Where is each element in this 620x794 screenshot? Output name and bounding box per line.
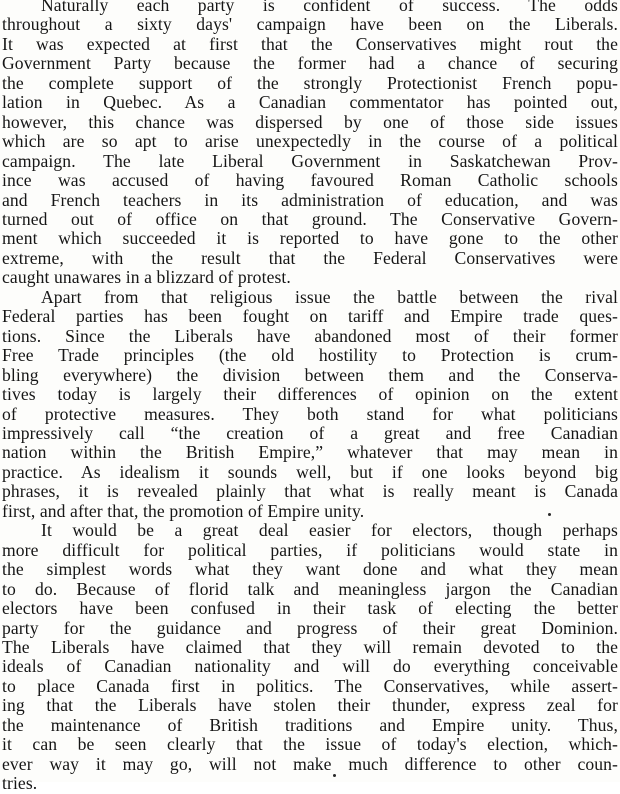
- paragraph-2-line: nation within the British Empire,” whatever that may mean in: [2, 443, 618, 463]
- paragraph-1-line: the complete support of the strongly Protectionist French popu-: [2, 73, 618, 93]
- paragraph-2-line: impressively call “the creation of a great and free Canadian: [2, 423, 618, 443]
- paragraph-2-line: phrases, it is revealed plainly that what is really meant is Canada: [2, 482, 618, 502]
- paragraph-1-line: caught unawares in a blizzard of protest.: [2, 268, 291, 288]
- paragraph-2-line: tives today is largely their differences of opinion on the extent: [2, 385, 618, 405]
- paragraph-2-line: tions. Since the Liberals have abandoned most of their former: [2, 326, 618, 346]
- paragraph-3-line: ing that the Liberals have stolen their thunder, express zeal for: [2, 696, 618, 716]
- paragraph-1-line: however, this chance was dispersed by one of those side issues: [2, 112, 618, 132]
- paragraph-1-line: ment which succeeded it is reported to have gone to the other: [2, 229, 618, 249]
- paragraph-2-line: Federal parties has been fought on tariff and Empire trade ques-: [2, 307, 618, 327]
- paragraph-3-line: the simplest words what they want done and what they mean: [2, 560, 618, 580]
- paragraph-1-line: It was expected at first that the Conservatives might rout the: [2, 34, 618, 54]
- paragraph-2-line: Free Trade principles (the old hostility to Protection is crum-: [2, 346, 618, 366]
- paragraph-3-line: more difficult for political parties, if politicians would state in: [2, 540, 618, 560]
- paragraph-2-line: of protective measures. They both stand for what politicians: [2, 404, 618, 424]
- paragraph-2-line: Apart from that religious issue the battle between the rival: [41, 287, 618, 307]
- paragraph-3-line: It would be a great deal easier for electors, though perhaps: [41, 521, 618, 541]
- paragraph-3-line: the maintenance of British traditions and Empire unity. Thus,: [2, 715, 618, 735]
- paragraph-1-line: lation in Quebec. As a Canadian commentator has pointed out,: [2, 93, 618, 113]
- print-speck: [333, 774, 336, 777]
- paragraph-3-line: The Liberals have claimed that they will remain devoted to the: [2, 637, 618, 657]
- paragraph-1-line: extreme, with the result that the Federal Conservatives were: [2, 248, 618, 268]
- paragraph-2-line: practice. As idealism it sounds well, but if one looks beyond big: [2, 462, 618, 482]
- paragraph-3-line: tries.: [2, 774, 38, 794]
- print-speck: [548, 513, 551, 516]
- paragraph-1-line: Government Party because the former had a chance of securing: [2, 54, 618, 74]
- paragraph-3-line: ever way it may go, will not make much difference to other coun-: [2, 754, 618, 774]
- paragraph-1-line: ince was accused of having favoured Roman Catholic schools: [2, 171, 618, 191]
- paragraph-3-line: ideals of Canadian nationality and will do everything conceivable: [2, 657, 618, 677]
- paragraph-3-line: party for the guidance and progress of their great Dominion.: [2, 618, 618, 638]
- paragraph-3-line: it can be seen clearly that the issue of today's election, which-: [2, 735, 618, 755]
- paragraph-3-line: to do. Because of florid talk and meaningless jargon the Canadian: [2, 579, 618, 599]
- paragraph-1-line: throughout a sixty days' campaign have been on the Liberals.: [2, 15, 618, 35]
- paragraph-2-line: first, and after that, the promotion of Empire unity.: [2, 501, 365, 521]
- paragraph-1-line: which are so apt to arise unexpectedly in the course of a political: [2, 132, 618, 152]
- article-column: [2, 0, 618, 794]
- paragraph-3-line: electors have been confused in their task of electing the better: [2, 599, 618, 619]
- paragraph-1-line: Naturally each party is confident of success. The odds: [41, 0, 618, 15]
- paragraph-2-line: bling everywhere) the division between them and the Conserva-: [2, 365, 618, 385]
- paragraph-3-line: to place Canada first in politics. The Conservatives, while assert-: [2, 676, 618, 696]
- paragraph-1-line: turned out of office on that ground. The Conservative Govern-: [2, 209, 618, 229]
- paragraph-1-line: and French teachers in its administration of education, and was: [2, 190, 618, 210]
- paragraph-1-line: campaign. The late Liberal Government in Saskatchewan Prov-: [2, 151, 618, 171]
